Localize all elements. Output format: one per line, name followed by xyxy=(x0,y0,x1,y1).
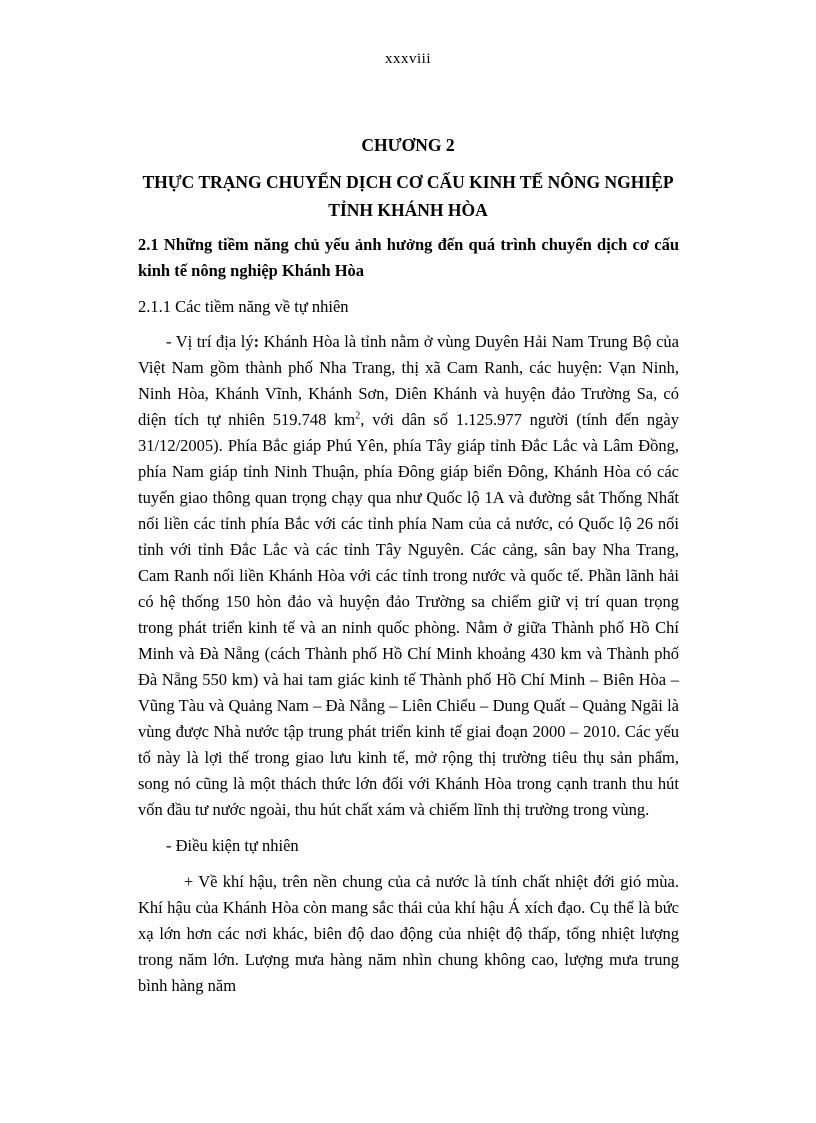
location-colon: : xyxy=(253,332,260,351)
paragraph-climate: + Về khí hậu, trên nền chung của cả nước là tính chất nhiệt đới gió mùa. Khí hậu của Khánh Hòa còn mang sắc thái của khí hậu Á xích đạo. Cụ thể là bức xạ lớn hơn các nơi khác, biên độ dao động của nhiệt độ thấp, tổng nhiệt lượng trong năm lớn. Lượng mưa hàng năm nhìn chung không cao, lượng mưa trung bình hàng năm xyxy=(138,872,679,995)
location-text-part-1: Khánh Hòa là tỉnh nằm ở vùng Duyên Hải Nam Trung Bộ của Việt Nam gồm thành phố Nha Trang, thị xã Cam Ranh, các huyện: Vạn Ninh, Ninh Hòa, Khánh Vĩnh, Khánh Sơn, Diên Khánh và huyện đảo Trường Sa, có diện tích tự nhiên 519.748 km xyxy=(138,332,680,429)
chapter-title: THỰC TRẠNG CHUYỂN DỊCH CƠ CẤU KINH TẾ NÔNG NGHIỆP TỈNH KHÁNH HÒA xyxy=(142,172,674,220)
chapter-label: CHƯƠNG 2 xyxy=(361,135,455,155)
paragraph-natural-conditions: - Điều kiện tự nhiên xyxy=(166,836,299,855)
paragraph-location xyxy=(138,329,679,823)
area-unit-superscript: 2 xyxy=(355,410,361,422)
subsection-heading: 2.1.1 Các tiềm năng về tự nhiên xyxy=(138,297,349,316)
section-heading: 2.1 Những tiềm năng chủ yếu ảnh hưởng đến quá trình chuyển dịch cơ cấu kinh tế nông nghiệp Khánh Hòa xyxy=(138,235,679,280)
location-label: - Vị trí địa lý xyxy=(166,332,254,351)
location-text-part-2: , với dân số 1.125.977 người (tính đến ngày 31/12/2005). Phía Bắc giáp Phú Yên, phía Tây giáp tỉnh Đắc Lắc và Lâm Đồng, phía Nam giáp tỉnh Ninh Thuận, phía Đông giáp biển Đông, Khánh Hòa có các tuyến giao thông quan trọng chạy qua như Quốc lộ 1A và đường sắt Thống Nhất nối liền các tỉnh phía Bắc với các tỉnh phía Nam của cả nước, có Quốc lộ 26 nối tỉnh với tỉnh Đắc Lắc và các tỉnh Tây Nguyên. Các cảng, sân bay Nha Trang, Cam Ranh nối liền Khánh Hòa với các tỉnh trong nước và quốc tế. Phần lãnh hải có hệ thống 150 hòn đảo và huyện đảo Trường sa chiếm giữ vị trí quan trọng trong phát triển kinh tế và an ninh quốc phòng. Nằm ở giữa Thành phố Hồ Chí Minh và Đà Nẵng (cách Thành phố Hồ Chí Minh khoảng 430 km và Thành phố Đà Nẵng 550 km) và hai tam giác kinh tế Thành phố Hồ Chí Minh – Biên Hòa – Vũng Tàu và Quảng Nam – Đà Nẵng – Liên Chiểu – Dung Quất – Quảng Ngãi là vùng được Nhà nước tập trung phát triển kinh tế giai đoạn 2000 – 2010. Các yếu tố này là lợi thế trong giao lưu kinh tế, mở rộng thị trường tiêu thụ sản phẩm, song nó cũng là một thách thức lớn đối với Khánh Hòa trong cạnh tranh thu hút vốn đầu tư nước ngoài, thu hút chất xám và chiếm lĩnh thị trường trong vùng. xyxy=(138,410,679,819)
document-body xyxy=(138,232,679,1009)
page-number: xxxviii xyxy=(384,51,431,67)
